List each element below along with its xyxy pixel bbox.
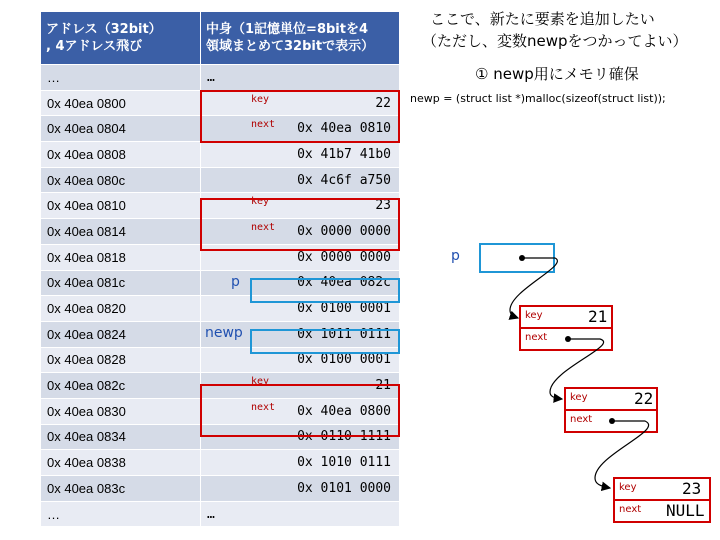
field-label: next (251, 119, 276, 131)
node2-key-label: key (570, 392, 588, 403)
row-value-text: … (207, 506, 215, 522)
malloc-code: newp = (struct list *)malloc(sizeof(struct list)); (410, 92, 666, 105)
row-value-text: 0x 0101 0000 (297, 480, 391, 496)
row-address: 0x 40ea 0824 (41, 321, 201, 347)
row-value-text: … (207, 69, 215, 85)
row-address: 0x 40ea 083c (41, 476, 201, 502)
header-address: アドレス（32bit） , 4アドレス飛び (41, 12, 201, 65)
node1-key-label: key (525, 310, 543, 321)
row-value-text: 0x 0100 0001 (297, 301, 391, 317)
row-value-text: 0x 40ea 0810 (297, 121, 391, 137)
row-value-text: 0x 41b7 41b0 (297, 146, 391, 162)
field-label: key (251, 93, 270, 105)
row-address: 0x 40ea 0828 (41, 347, 201, 373)
node3-next-label: next (619, 504, 642, 515)
node3-next-value: NULL (666, 501, 705, 520)
row-value-text: 0x 1010 0111 (297, 455, 391, 471)
row-value-text: 0x 0110 1111 (297, 429, 391, 445)
row-value-text: 0x 40ea 082c (297, 275, 391, 291)
node1-key-value: 21 (588, 307, 608, 326)
p-pointer-label: p (451, 248, 460, 264)
field-label: key (251, 376, 270, 388)
note-line1: ここで、新たに要素を追加したい (430, 10, 655, 28)
row-value-text: 0x 0000 0000 (297, 223, 391, 239)
header-value: 中身（1記憶単位=8bitを4 領域まとめて32bitで表示） (201, 12, 400, 65)
row-value-text: 21 (375, 378, 391, 394)
row-address: 0x 40ea 081c (41, 270, 201, 296)
variable-label: newp (205, 324, 243, 341)
row-value-text: 0x 0100 0001 (297, 352, 391, 368)
row-address: 0x 40ea 0800 (41, 90, 201, 116)
step1-label: ① newp用にメモリ確保 (475, 65, 639, 83)
note-line2: （ただし、変数newpをつかってよい） (422, 32, 688, 50)
node3-key-value: 23 (682, 479, 702, 498)
node3-key-label: key (619, 482, 637, 493)
row-value-text: 0x 4c6f a750 (297, 172, 391, 188)
field-label: next (251, 401, 276, 413)
field-label: key (251, 196, 270, 208)
row-address: … (41, 501, 201, 527)
row-address: 0x 40ea 0814 (41, 219, 201, 245)
row-address: 0x 40ea 0820 (41, 296, 201, 322)
row-address: 0x 40ea 0810 (41, 193, 201, 219)
row-address: 0x 40ea 080c (41, 167, 201, 193)
row-value-text: 0x 0000 0000 (297, 249, 391, 265)
row-address: 0x 40ea 0830 (41, 398, 201, 424)
row-value-text: 22 (375, 95, 391, 111)
row-value-text: 23 (375, 198, 391, 214)
row-value-text: 0x 1011 0111 (297, 326, 391, 342)
row-address: … (41, 65, 201, 91)
field-label: next (251, 222, 276, 234)
row-address: 0x 40ea 0808 (41, 142, 201, 168)
row-address: 0x 40ea 082c (41, 373, 201, 399)
node2-next-label: next (570, 414, 593, 425)
row-address: 0x 40ea 0818 (41, 244, 201, 270)
row-address: 0x 40ea 0834 (41, 424, 201, 450)
variable-label: p (231, 273, 240, 290)
row-address: 0x 40ea 0838 (41, 450, 201, 476)
node2-key-value: 22 (634, 389, 654, 408)
row-value-text: 0x 40ea 0800 (297, 403, 391, 419)
row-address: 0x 40ea 0804 (41, 116, 201, 142)
node1-next-label: next (525, 332, 548, 343)
